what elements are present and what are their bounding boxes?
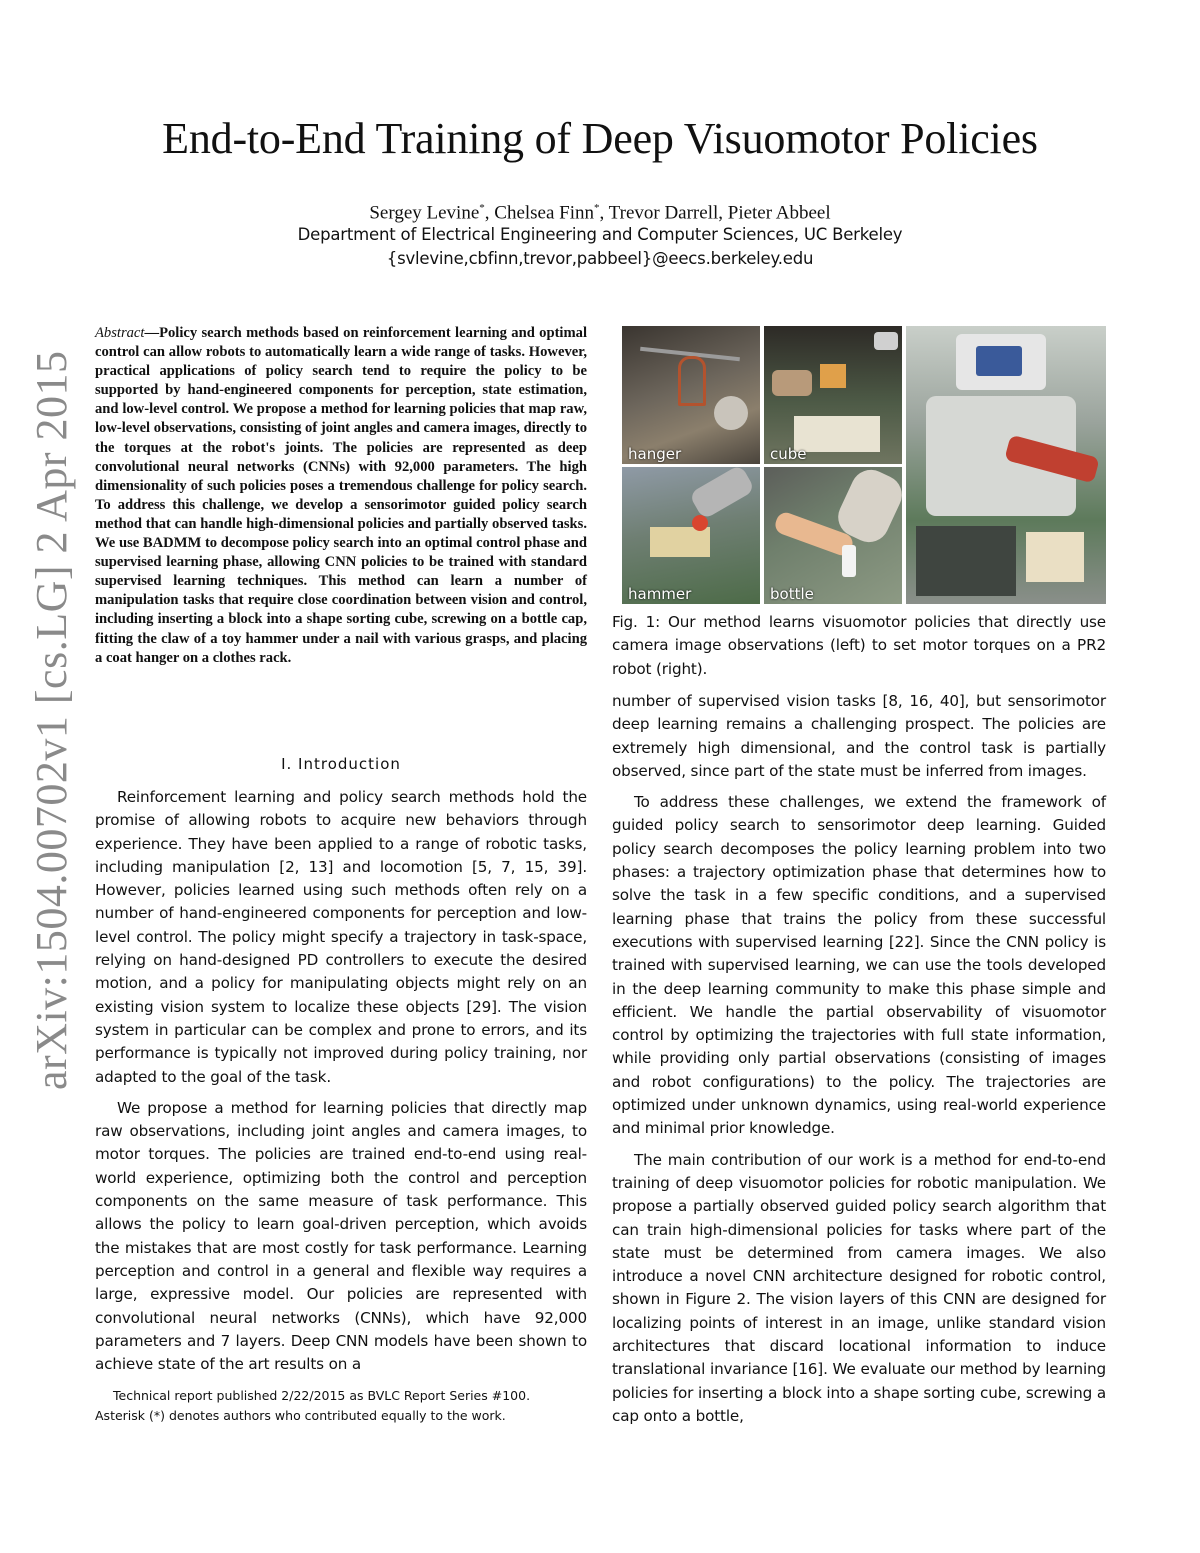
equal-contribution-mark: * — [594, 202, 600, 214]
hammer-task-photo — [622, 467, 760, 604]
body-paragraph: number of supervised vision tasks [8, 16, 40], but sensorimotor deep learning remains a challenging prospect. The policies are extremely high dimensional, and the control task is partially observed, since part of the state must be inferred from images. — [612, 692, 1106, 780]
arm-shape — [772, 370, 812, 396]
body-paragraph: To address these challenges, we extend the framework of guided policy search to sensorimotor deep learning. Guided policy search decomposes the policy learning problem into two phases: a trajectory optimization phase that determines how to solve the task in a few specific conditions, and a supervised learning phase that trains the policy from these successful executions with supervised learning [22]. Since the CNN policy is trained with supervised learning, we can use the tools developed in the deep learning community to make this phase simple and efficient. We handle the partial observability of visuomotor control by optimizing the trajectories with full state information, while providing only partial observations (consisting of images and robot configurations) to the policy. The trajectories are optimized under unknown dynamics, using real-world experience and minimal prior knowledge. — [612, 793, 1106, 1138]
cube-task-photo — [764, 326, 902, 464]
abstract-text: Policy search methods based on reinforcement learning and optimal control can allow robots to automatically learn a wide range of tasks. However, practical applications of policy search tend to require the policy to be supported by hand-engineered components for perception, state estimation, and low-level control. We propose a method for learning policies that map raw, low-level observations, consisting of joint angles and camera images, directly to the torques at the robot's joints. The policies are represented as deep convolutional neural networks (CNNs) with 92,000 parameters. The high dimensionality of such policies poses a tremendous challenge for policy search. To address this challenge, we develop a sensorimotor guided policy search method that can handle high-dimensional policies and partially observed tasks. We use BADMM to decompose policy search into an optimal control phase and supervised learning phase, allowing CNN policies to be trained with standard supervised learning techniques. This method can learn a number of manipulation tasks that require close coordination between vision and control, including inserting a block into a shape sorting cube, screwing on a bottle cap, fitting the claw of a toy hammer under a nail with various grasps, and placing a coat hanger on a clothes rack. — [95, 325, 587, 666]
pr2-robot-photo — [906, 326, 1106, 604]
abstract — [95, 324, 587, 668]
figure-caption: Fig. 1: Our method learns visuomotor policies that directly use camera image observations (left) to set motor torques on a PR2 robot (right). — [612, 613, 1106, 678]
panel-label: bottle — [770, 585, 814, 603]
section-heading: I. Introduction — [281, 755, 401, 773]
affiliation: Department of Electrical Engineering and Computer Sciences, UC Berkeley — [297, 225, 903, 244]
block-shape — [820, 364, 846, 388]
footnotes — [95, 1386, 587, 1426]
hammer-head-shape — [692, 515, 708, 531]
body-paragraph: The main contribution of our work is a method for end-to-end training of deep visuomotor policies for robotic manipulation. We propose a partially observed guided policy search algorithm that can train high-dimensional policies for tasks where part of the state must be determined from camera images. We also introduce a novel CNN architecture designed for robotic control, shown in Figure 2. The vision layers of this CNN are designed for localizing points of interest in an image, unlike standard vision architectures that discard locational information to induce translational invariance [16]. We evaluate our method by learning policies for inserting a block into a shape sorting cube, screwing a cap onto a bottle, — [612, 1150, 1106, 1425]
bottle-task-photo — [764, 467, 902, 604]
body-paragraph: We propose a method for learning policies that directly map raw observations, including joint angles and camera images, to motor torques. The policies are trained end-to-end using real-world experience, optimizing both the control and perception components on the same measure of task performance. This allows the policy to learn goal-driven perception, which avoids the mistakes that are most costly for task performance. Learning perception and control in a general and flexible way requires a large, expressive model. Our policies are represented with convolutional neural networks (CNNs), which have 92,000 parameters and 7 layers. Deep CNN models have been shown to achieve state of the art results on a — [95, 1098, 587, 1374]
footnote: Asterisk (*) denotes authors who contributed equally to the work. — [95, 1408, 506, 1423]
author-line — [200, 196, 1000, 225]
equal-contribution-mark: * — [479, 202, 485, 214]
body-paragraph: Reinforcement learning and policy search methods hold the promise of allowing robots to acquire new behaviors through experience. They have been applied to a range of robotic tasks, including manipulation [2, 13] and locomotion [5, 7, 15, 39]. However, policies learned using such methods often rely on a number of hand-engineered components for perception and low-level control. The policy might specify a trajectory in task-space, relying on hand-designed PD controllers to execute the desired motion, and a policy for manipulating objects might rely on an existing vision system to localize these objects [29]. The vision system in particular can be complex and prone to errors, and its performance is typically not improved during policy training, nor adapted to the goal of the task. — [95, 788, 587, 1086]
paper-title: End-to-End Training of Deep Visuomotor Policies — [162, 114, 1038, 163]
introduction-left-column — [95, 786, 587, 1384]
panel-label: hammer — [628, 585, 692, 603]
hanger-shape — [678, 356, 706, 406]
arxiv-stamp: arXiv:1504.00702v1 [cs.LG] 2 Apr 2015 — [27, 350, 76, 1090]
author-name: Sergey Levine — [369, 202, 480, 224]
gripper-shape — [714, 396, 748, 430]
panel-label: hanger — [628, 445, 682, 463]
robot-base-shape — [916, 526, 1016, 596]
toy-bench-shape — [650, 527, 710, 557]
robot-head-shape — [874, 332, 898, 350]
arm-shape — [689, 467, 756, 520]
robot-sensor-shape — [976, 346, 1022, 376]
author-separator: , — [484, 202, 495, 224]
abstract-label: Abstract — [95, 325, 145, 341]
shape-cube — [1026, 532, 1084, 582]
hanger-task-photo — [622, 326, 760, 464]
introduction-right-column — [612, 690, 1106, 1436]
author-names-rest: , Trevor Darrell, Pieter Abbeel — [599, 202, 831, 224]
abstract-dash: — — [144, 325, 160, 341]
panel-label: cube — [770, 445, 807, 463]
author-emails: {svlevine,cbfinn,trevor,pabbeel}@eecs.berkeley.edu — [386, 249, 814, 268]
author-name: Chelsea Finn — [494, 202, 595, 224]
footnote: Technical report published 2/22/2015 as BVLC Report Series #100. — [113, 1388, 531, 1403]
figure-1 — [622, 326, 1106, 604]
bottle-shape — [842, 545, 856, 577]
